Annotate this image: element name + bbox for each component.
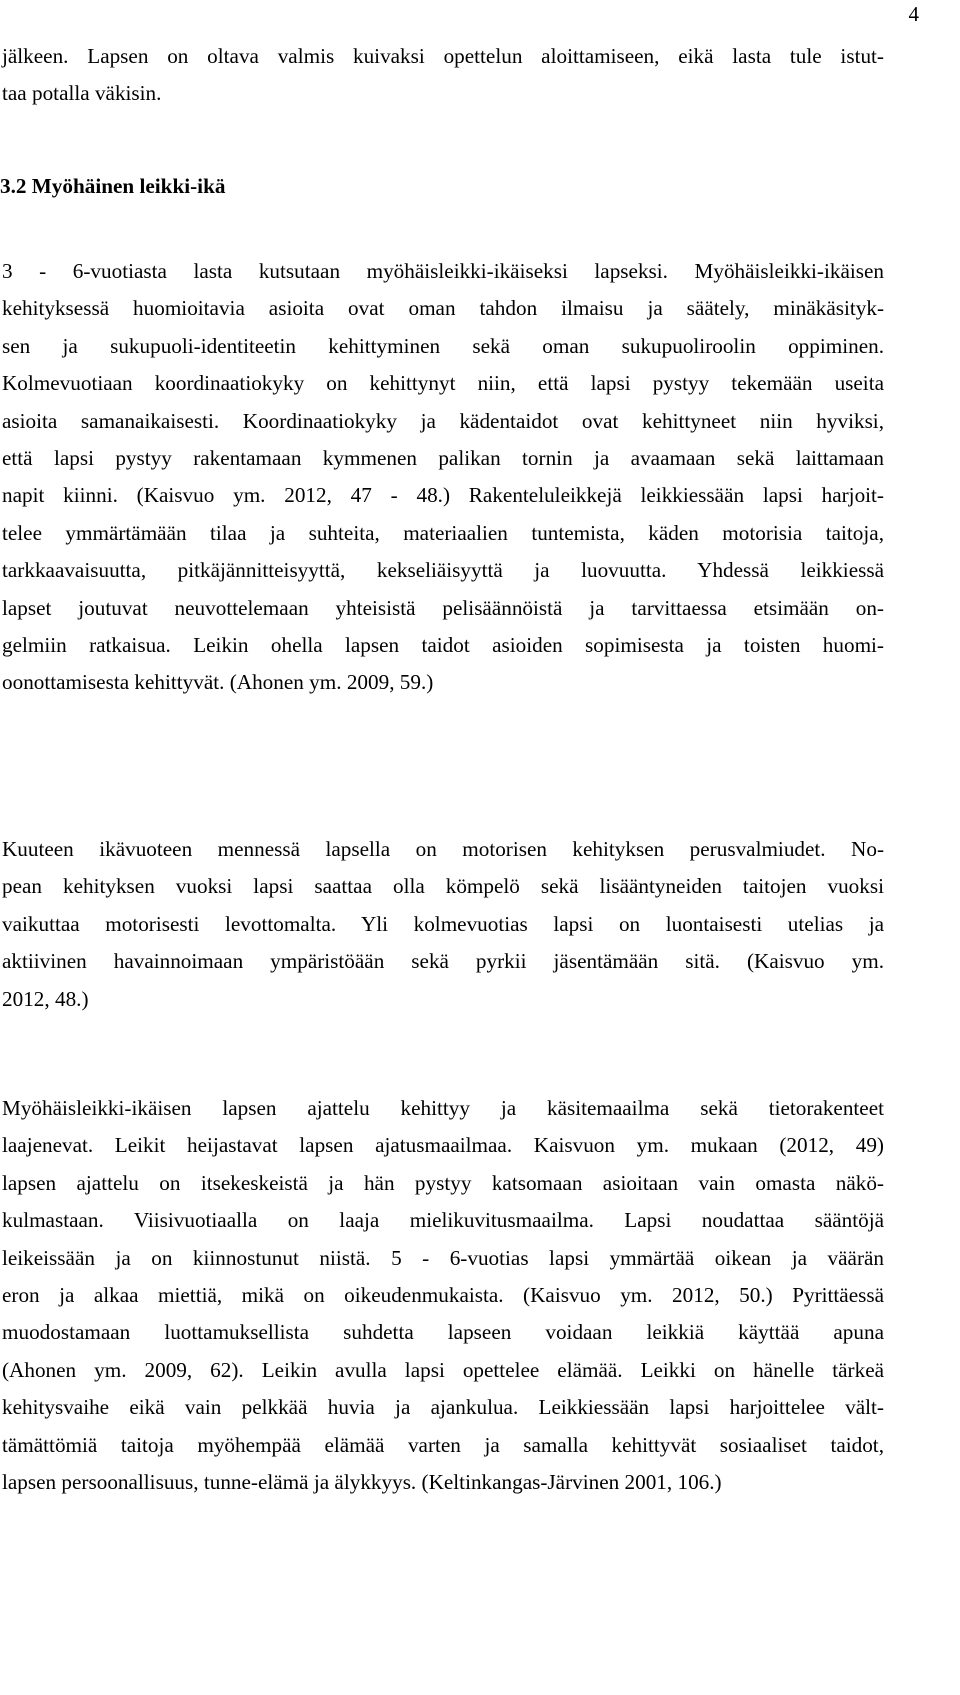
text-line: (Ahonen ym. 2009, 62). Leikin avulla lapsi opettelee elämää. Leikki on hänelle tärkeä: [2, 1357, 884, 1382]
section-heading: 3.2 Myöhäinen leikki-ikä: [0, 174, 226, 198]
text-line: eron ja alkaa miettiä, mikä on oikeudenmukaista. (Kaisvuo ym. 2012, 50.) Pyrittäessä: [2, 1282, 884, 1307]
text-line: oonottamisesta kehittyvät. (Ahonen ym. 2009, 59.): [2, 670, 434, 695]
text-line: sen ja sukupuoli-identiteetin kehittyminen sekä oman sukupuoliroolin oppiminen.: [2, 333, 884, 358]
text-line: lapsen ajattelu on itsekeskeistä ja hän pystyy katsomaan asioitaan vain omasta näkö-: [2, 1170, 884, 1195]
text-line: Kuuteen ikävuoteen mennessä lapsella on motorisen kehityksen perusvalmiudet. No-: [2, 837, 884, 861]
text-line: Myöhäisleikki-ikäisen lapsen ajattelu kehittyy ja käsitemaailma sekä tietorakenteet: [2, 1096, 884, 1120]
text-line: vaikuttaa motorisesti levottomalta. Yli kolmevuotias lapsi on luontaisesti utelias ja: [2, 911, 884, 936]
paragraph-motor-development: [2, 831, 884, 1018]
text-line: kehityksessä huomioitavia asioita ovat oman tahdon ilmaisu ja säätely, minäkäsityk-: [2, 296, 884, 321]
page-number: 4: [908, 2, 919, 26]
text-line: telee ymmärtämään tilaa ja suhteita, materiaalien tuntemista, käden motorisia taitoja,: [2, 520, 884, 545]
text-line: tarkkaavaisuutta, pitkäjännitteisyyttä, kekseliäisyyttä ja luovuutta. Yhdessä leikkiessä: [2, 558, 884, 583]
text-line: lapsen persoonallisuus, tunne-elämä ja älykkyys. (Keltinkangas-Järvinen 2001, 106.): [2, 1469, 722, 1494]
text-line: laajenevat. Leikit heijastavat lapsen ajatusmaailmaa. Kaisvuon ym. mukaan (2012, 49): [2, 1133, 884, 1158]
text-line: taa potalla väkisin.: [2, 81, 162, 106]
text-line: aktiivinen havainnoimaan ympäristöään sekä pyrkii jäsentämään sitä. (Kaisvuo ym.: [2, 949, 884, 974]
text-line: leikeissään ja on kiinnostunut niistä. 5 - 6-vuotias lapsi ymmärtää oikean ja väärän: [2, 1245, 884, 1270]
text-line: kehitysvaihe eikä vain pelkkää huvia ja ajankulua. Leikkiessään lapsi harjoittelee vält-: [2, 1395, 884, 1420]
paragraph-thinking-development: [2, 1090, 884, 1501]
text-line: 2012, 48.): [2, 986, 89, 1011]
text-line: 3 - 6-vuotiasta lasta kutsutaan myöhäisleikki-ikäiseksi lapseksi. Myöhäisleikki-ikäisen: [2, 259, 884, 283]
text-line: Kolmevuotiaan koordinaatiokyky on kehittynyt niin, että lapsi pystyy tekemään useita: [2, 371, 884, 396]
text-line: että lapsi pystyy rakentamaan kymmenen palikan tornin ja avaamaan sekä laittamaan: [2, 445, 884, 470]
text-line: muodostamaan luottamuksellista suhdetta lapseen voidaan leikkiä käyttää apuna: [2, 1320, 884, 1345]
text-line: napit kiinni. (Kaisvuo ym. 2012, 47 - 48.) Rakenteluleikkejä leikkiessään lapsi harjoit-: [2, 483, 884, 508]
text-line: pean kehityksen vuoksi lapsi saattaa olla kömpelö sekä lisääntyneiden taitojen vuoksi: [2, 874, 884, 899]
text-line: lapset joutuvat neuvottelemaan yhteisistä pelisäännöistä ja tarvittaessa etsimään on-: [2, 595, 884, 620]
text-line: kulmastaan. Viisivuotiaalla on laaja mielikuvitusmaailma. Lapsi noudattaa sääntöjä: [2, 1208, 884, 1233]
text-line: tämättömiä taitoja myöhempää elämää varten ja samalla kehittyvät sosiaaliset taidot,: [2, 1432, 884, 1457]
paragraph-late-play-age: [2, 253, 884, 702]
text-line: asioita samanaikaisesti. Koordinaatiokyky ja kädentaidot ovat kehittyneet niin hyviksi,: [2, 408, 884, 433]
paragraph-intro-continuation: [2, 38, 884, 113]
text-line: gelmiin ratkaisua. Leikin ohella lapsen taidot asioiden sopimisesta ja toisten huomi-: [2, 632, 884, 657]
text-line: jälkeen. Lapsen on oltava valmis kuivaksi opettelun aloittamiseen, eikä lasta tule istut-: [2, 44, 884, 68]
